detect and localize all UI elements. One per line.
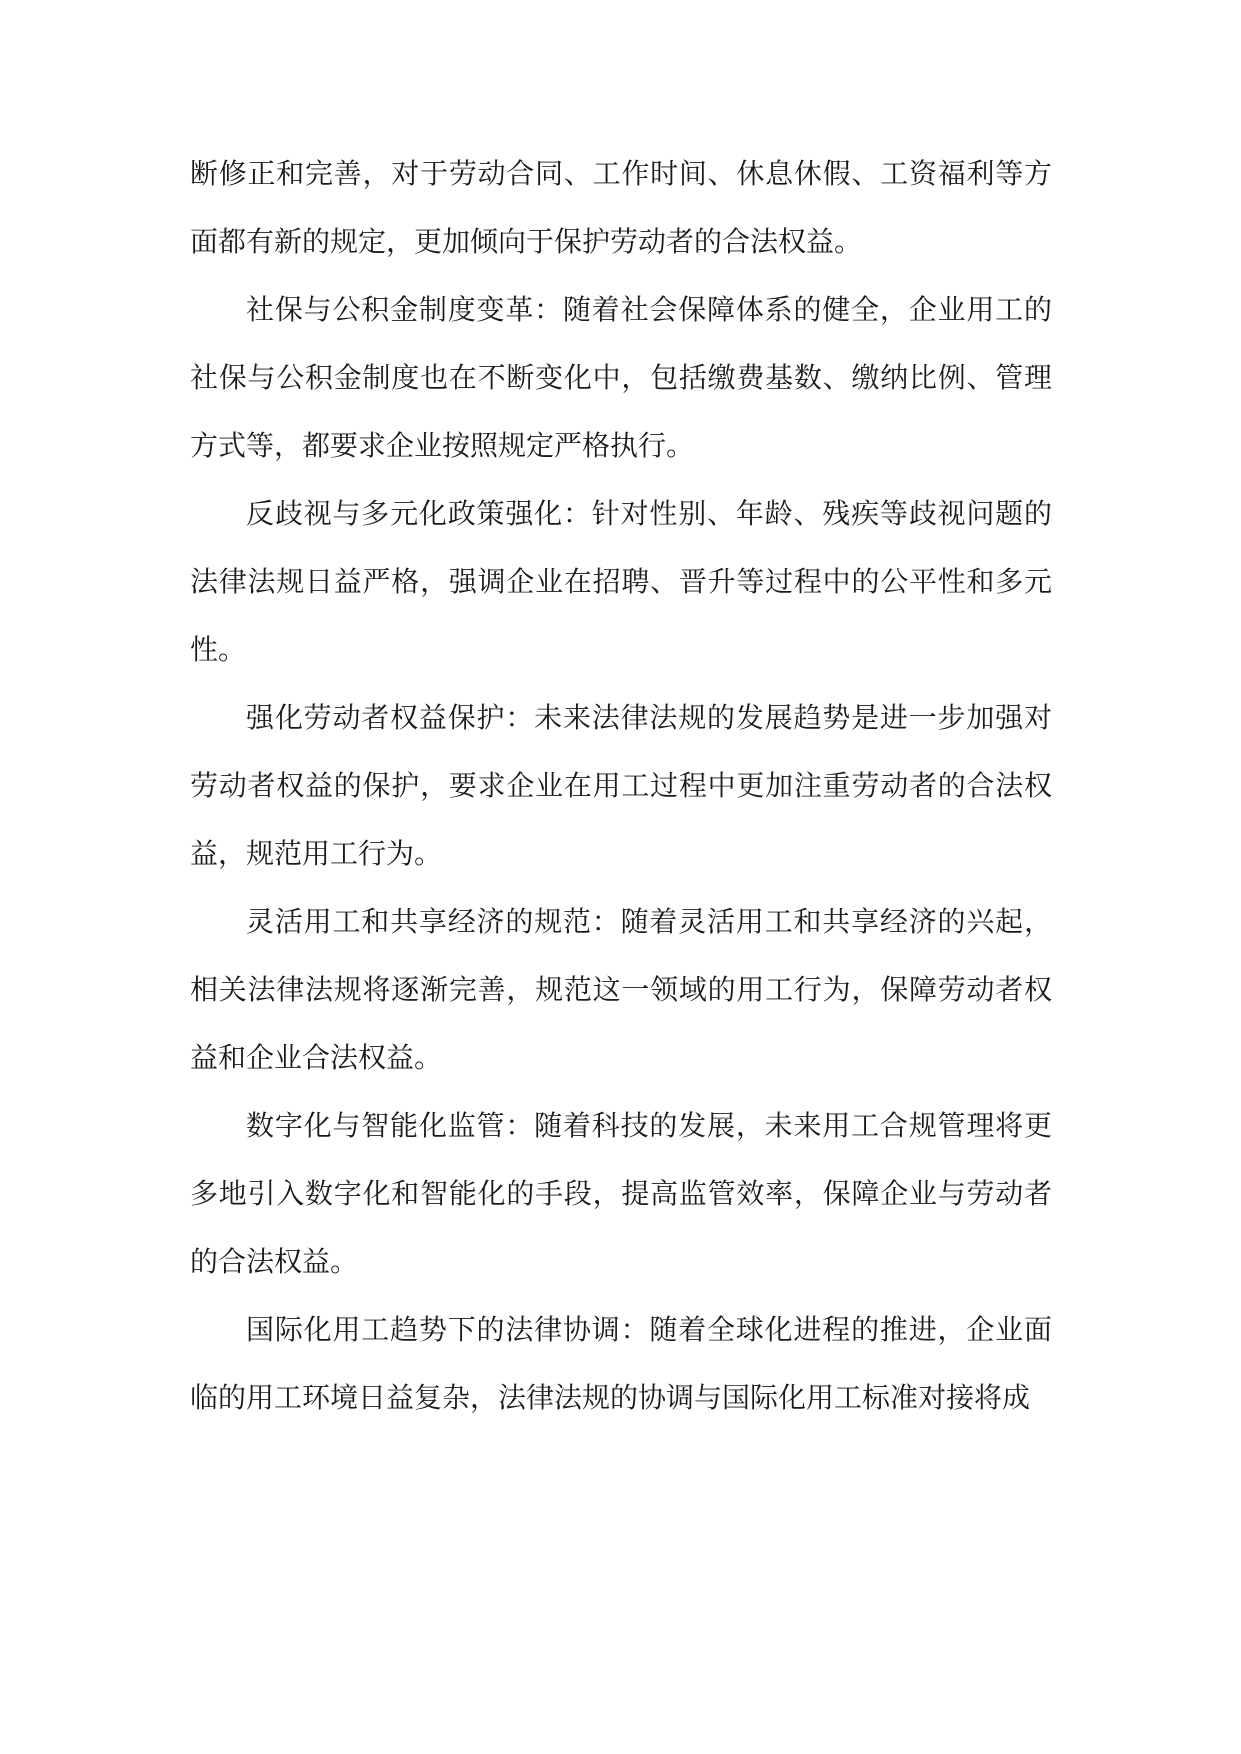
paragraph-4: 强化劳动者权益保护：未来法律法规的发展趋势是进一步加强对劳动者权益的保护，要求企业在用工过程中更加注重劳动者的合法权益，规范用工行为。 <box>190 701 1052 870</box>
paragraph-2: 社保与公积金制度变革：随着社会保障体系的健全，企业用工的社保与公积金制度也在不断变化中，包括缴费基数、缴纳比例、管理方式等，都要求企业按照规定严格执行。 <box>190 293 1052 462</box>
paragraph-7: 国际化用工趋势下的法律协调：随着全球化进程的推进，企业面临的用工环境日益复杂，法律法规的协调与国际化用工标准对接将成 <box>190 1313 1052 1414</box>
paragraph-5: 灵活用工和共享经济的规范：随着灵活用工和共享经济的兴起，相关法律法规将逐渐完善，规范这一领域的用工行为，保障劳动者权益和企业合法权益。 <box>190 905 1052 1074</box>
document-body <box>190 140 1052 1432</box>
paragraph-3: 反歧视与多元化政策强化：针对性别、年龄、残疾等歧视问题的法律法规日益严格，强调企业在招聘、晋升等过程中的公平性和多元性。 <box>190 497 1052 666</box>
paragraph-6: 数字化与智能化监管：随着科技的发展，未来用工合规管理将更多地引入数字化和智能化的手段，提高监管效率，保障企业与劳动者的合法权益。 <box>190 1109 1052 1278</box>
paragraph-1: 断修正和完善，对于劳动合同、工作时间、休息休假、工资福利等方面都有新的规定，更加倾向于保护劳动者的合法权益。 <box>190 157 1052 258</box>
